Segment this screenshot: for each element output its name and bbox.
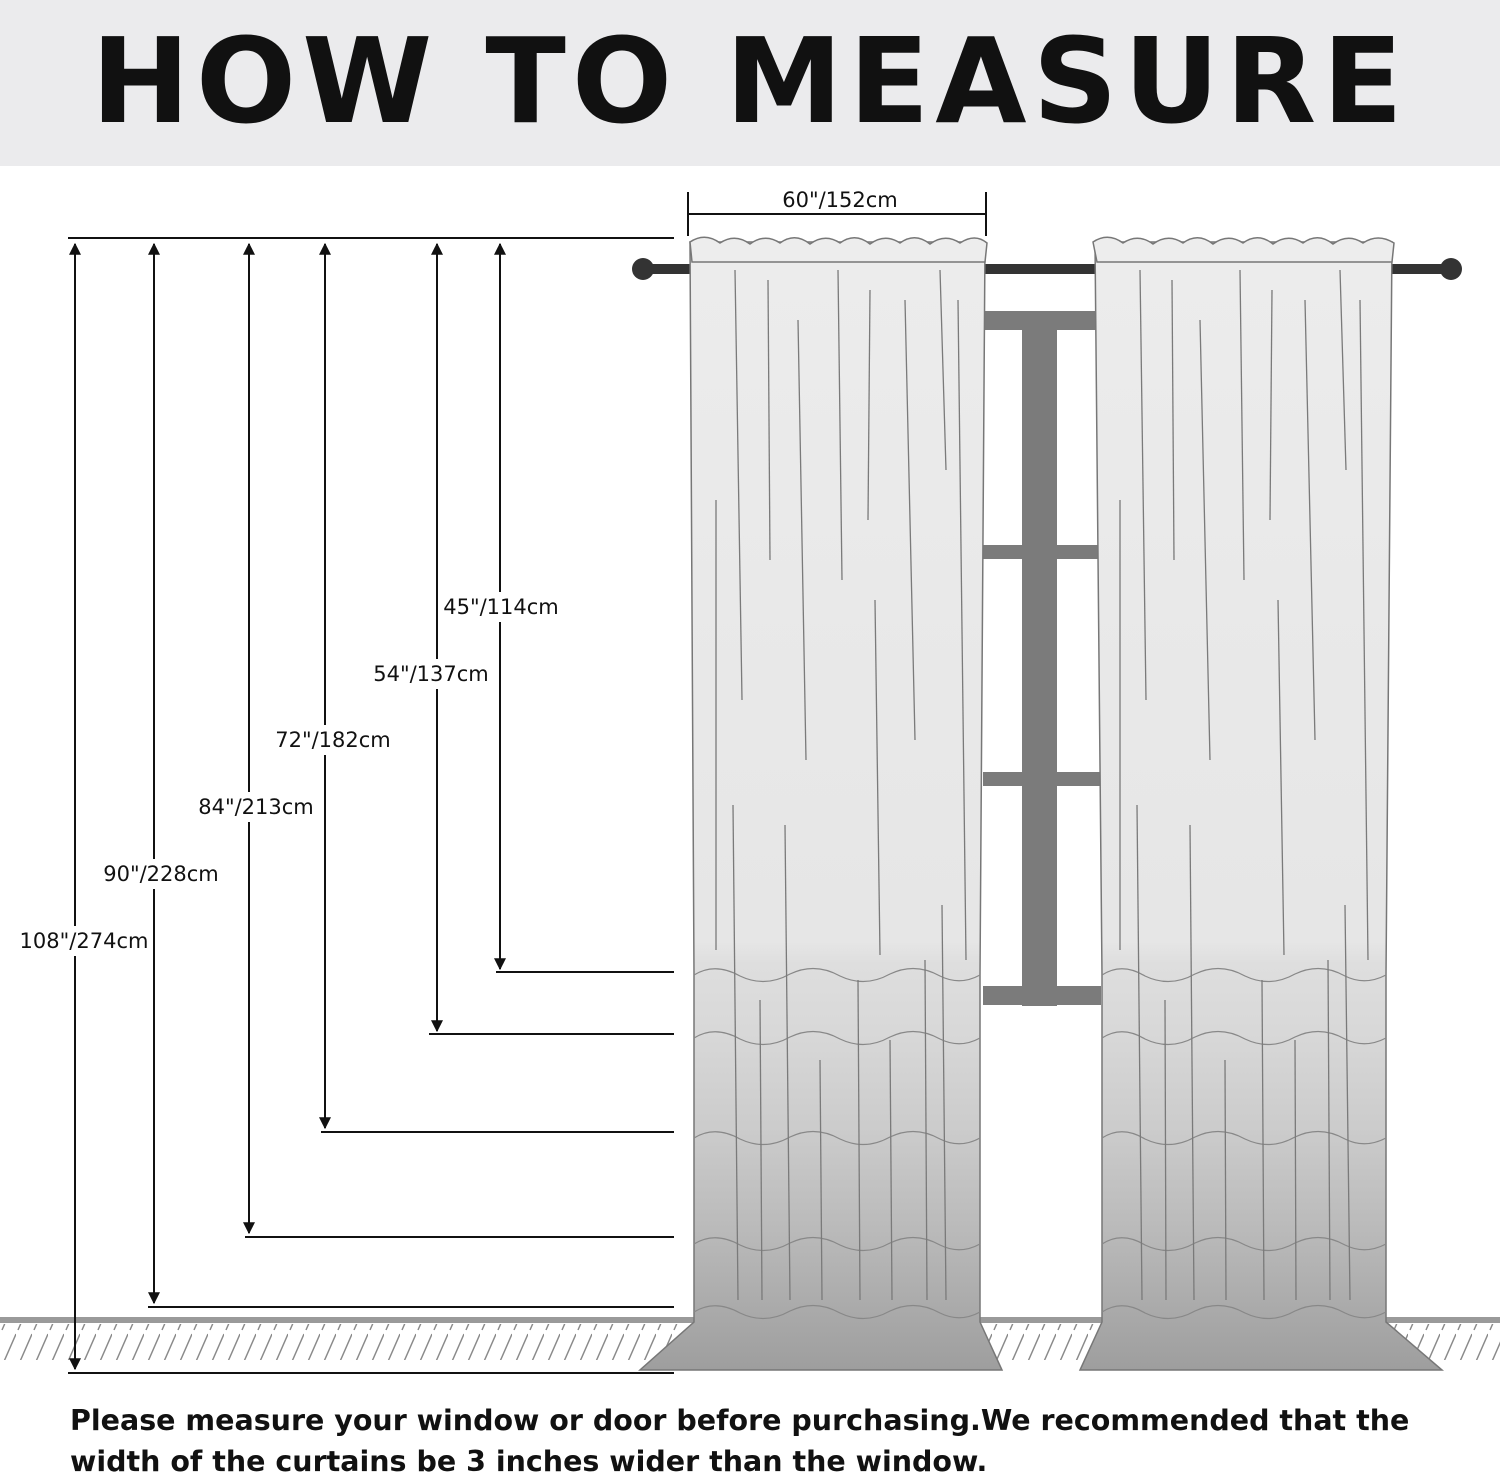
- length-dimension-90: [99, 244, 674, 1307]
- length-dimension-84: [195, 244, 674, 1237]
- length-label-108: 108"/274cm: [19, 929, 149, 953]
- measure-instructions: Please measure your window or door before purchasing.We recommended that the width of the curtains be 3 inches wider than the window.: [70, 1404, 1410, 1478]
- page-title: HOW TO MEASURE: [91, 12, 1409, 150]
- width-dimension: [688, 188, 986, 236]
- length-dimension-108: [16, 244, 674, 1373]
- length-dimension-45: [442, 244, 674, 972]
- length-label-72: 72"/182cm: [275, 728, 391, 752]
- width-label: 60"/152cm: [782, 188, 898, 212]
- length-dimension-54: [370, 244, 674, 1034]
- curtain-panel-right: [1080, 237, 1442, 1370]
- curtain-panel-left: [640, 237, 1002, 1370]
- length-label-90: 90"/228cm: [103, 862, 219, 886]
- window-frame: [983, 311, 1101, 1006]
- length-label-45: 45"/114cm: [443, 595, 559, 619]
- length-label-54: 54"/137cm: [373, 662, 489, 686]
- length-label-84: 84"/213cm: [198, 795, 314, 819]
